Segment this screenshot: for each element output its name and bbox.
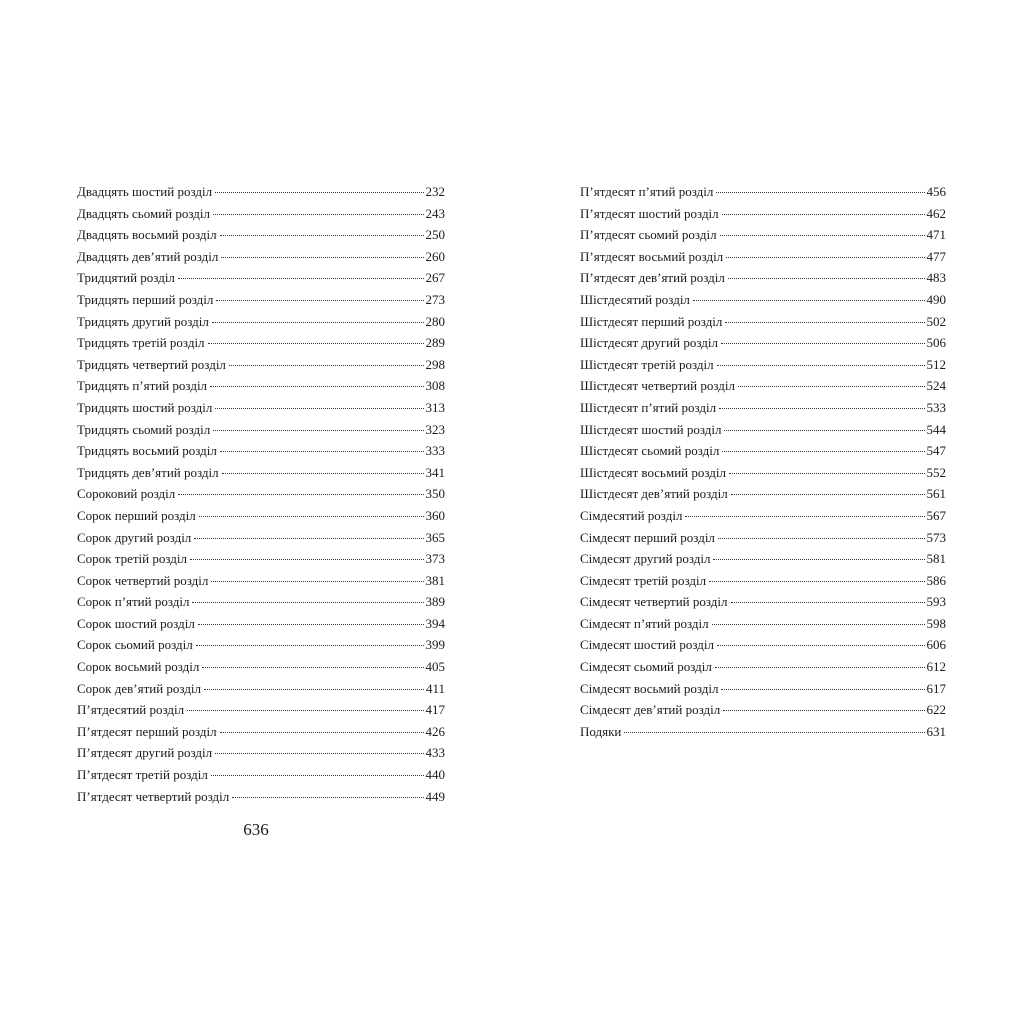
toc-entry-title: П’ятдесят п’ятий розділ	[580, 184, 714, 199]
toc-entry-title: Сімдесят третій розділ	[580, 572, 707, 588]
toc-entry-title: Тридцять четвертий розділ	[77, 356, 226, 372]
toc-entry	[580, 462, 946, 484]
toc-entry	[77, 742, 445, 764]
dot-leader	[178, 270, 424, 279]
toc-entry-page: 552	[926, 464, 946, 480]
toc-entry-title: Сорок перший розділ	[77, 507, 196, 523]
dot-leader	[202, 659, 423, 668]
toc-entry-page: 612	[926, 659, 946, 675]
toc-entry	[77, 203, 445, 225]
toc-entry-page: 313	[425, 399, 445, 415]
toc-entry	[580, 483, 946, 505]
toc-entry-page: 456	[926, 184, 946, 199]
toc-entry	[580, 289, 946, 311]
toc-entry-title: П’ятдесят сьомий розділ	[580, 227, 717, 243]
toc-entry	[580, 419, 946, 441]
dot-leader	[194, 530, 423, 539]
toc-entry-title: Двадцять сьомий розділ	[77, 205, 210, 221]
dot-leader	[685, 508, 924, 517]
toc-entry	[580, 181, 946, 203]
toc-entry-title: Сороковий розділ	[77, 486, 176, 502]
toc-entry	[77, 397, 445, 419]
toc-entry-page: 561	[926, 486, 946, 502]
toc-entry-title: Сорок четвертий розділ	[77, 572, 209, 588]
toc-entry-page: 298	[425, 356, 445, 372]
toc-entry-title: Двадцять восьмий розділ	[77, 227, 217, 243]
toc-entry-title: П’ятдесят дев’ятий розділ	[580, 270, 725, 286]
dot-leader	[215, 400, 423, 409]
toc-entry-title: Тридцять третій розділ	[77, 335, 205, 351]
toc-entry	[77, 699, 445, 721]
toc-entry-title: Сімдесят другий розділ	[580, 551, 711, 567]
toc-entry	[77, 786, 445, 808]
toc-entry-page: 341	[425, 464, 445, 480]
dot-leader	[196, 637, 424, 646]
dot-leader	[220, 443, 424, 452]
toc-entry-title: Шістдесят другий розділ	[580, 335, 718, 351]
dot-leader	[210, 378, 423, 387]
toc-left-column	[77, 181, 445, 807]
dot-leader	[738, 378, 924, 387]
toc-entry-page: 405	[425, 659, 445, 675]
dot-leader	[722, 443, 924, 452]
toc-entry	[77, 527, 445, 549]
toc-entry-page: 617	[926, 680, 946, 696]
toc-entry	[77, 267, 445, 289]
dot-leader	[712, 616, 925, 625]
dot-leader	[212, 314, 424, 323]
toc-entry-page: 490	[926, 291, 946, 307]
dot-leader	[717, 637, 925, 646]
toc-entry	[77, 375, 445, 397]
toc-entry-title: Тридцять шостий розділ	[77, 399, 213, 415]
toc-entry	[77, 656, 445, 678]
dot-leader	[715, 659, 925, 668]
toc-entry	[580, 527, 946, 549]
dot-leader	[192, 594, 423, 603]
toc-entry-title: П’ятдесят третій розділ	[77, 767, 208, 783]
page-number: 636	[243, 820, 269, 839]
toc-entry-title: Сімдесят сьомий розділ	[580, 659, 712, 675]
toc-entry-title: Сорок дев’ятий розділ	[77, 680, 202, 696]
dot-leader	[211, 573, 423, 582]
toc-entry-title: Сімдесят перший розділ	[580, 529, 715, 545]
toc-entry-page: 593	[926, 594, 946, 610]
toc-entry-page: 477	[926, 248, 946, 264]
dot-leader	[215, 184, 423, 193]
toc-entry-page: 289	[425, 335, 445, 351]
toc-entry-page: 350	[425, 486, 445, 502]
toc-entry	[580, 354, 946, 376]
toc-entry-page: 524	[926, 378, 946, 394]
toc-entry-title: Сімдесят дев’ятий розділ	[580, 702, 721, 718]
toc-entry	[580, 246, 946, 268]
toc-entry-title: П’ятдесят перший розділ	[77, 723, 217, 739]
toc-entry	[77, 634, 445, 656]
toc-entry-title: Подяки	[580, 723, 622, 739]
toc-entry-title: Сімдесят восьмий розділ	[580, 680, 719, 696]
dot-leader	[693, 292, 925, 301]
toc-entry-page: 360	[425, 507, 445, 523]
dot-leader	[724, 422, 924, 431]
dot-leader	[211, 767, 424, 776]
toc-entry-title: П’ятдесят другий розділ	[77, 745, 213, 761]
toc-entry	[580, 678, 946, 700]
toc-entry-page: 506	[926, 335, 946, 351]
dot-leader	[718, 530, 925, 539]
toc-entry-page: 273	[425, 291, 445, 307]
toc-entry	[580, 505, 946, 527]
toc-entry-title: П’ятдесят четвертий розділ	[77, 788, 230, 804]
dot-leader	[719, 400, 924, 409]
toc-entry-title: Шістдесят третій розділ	[580, 356, 714, 372]
toc-entry-title: Сімдесят шостий розділ	[580, 637, 714, 653]
toc-entry-title: Шістдесят четвертий розділ	[580, 378, 736, 394]
dot-leader	[213, 422, 423, 431]
toc-entry	[580, 613, 946, 635]
toc-entry	[580, 332, 946, 354]
toc-entry-page: 323	[425, 421, 445, 437]
dot-leader	[178, 486, 423, 495]
toc-entry	[580, 440, 946, 462]
toc-entry-title: П’ятдесят шостий розділ	[580, 205, 719, 221]
toc-entry	[580, 699, 946, 721]
dot-leader	[721, 681, 924, 690]
toc-entry	[77, 591, 445, 613]
toc-entry	[580, 267, 946, 289]
dot-leader	[720, 227, 925, 236]
toc-entry-title: Шістдесят перший розділ	[580, 313, 723, 329]
toc-entry-page: 533	[926, 399, 946, 415]
toc-entry	[77, 419, 445, 441]
toc-entry	[77, 505, 445, 527]
dot-leader	[204, 681, 424, 690]
toc-entry-page: 394	[425, 615, 445, 631]
toc-entry-page: 502	[926, 313, 946, 329]
toc-entry	[580, 375, 946, 397]
dot-leader	[229, 357, 424, 366]
toc-entry	[580, 548, 946, 570]
toc-entry-title: Сорок другий розділ	[77, 529, 192, 545]
toc-entry	[77, 678, 445, 700]
toc-entry-title: Сорок восьмий розділ	[77, 659, 200, 675]
toc-entry-title: Шістдесят дев’ятий розділ	[580, 486, 728, 502]
toc-entry-page: 399	[425, 637, 445, 653]
toc-entry	[77, 613, 445, 635]
toc-entry-page: 462	[926, 205, 946, 221]
toc-entry-page: 544	[926, 421, 946, 437]
toc-entry	[580, 224, 946, 246]
toc-entry-title: Шістдесят шостий розділ	[580, 421, 722, 437]
toc-entry-page: 260	[425, 248, 445, 264]
toc-entry	[77, 462, 445, 484]
toc-entry	[77, 246, 445, 268]
dot-leader	[722, 206, 925, 215]
toc-entry-title: Тридцять восьмий розділ	[77, 443, 217, 459]
dot-leader	[728, 270, 925, 279]
dot-leader	[208, 335, 424, 344]
dot-leader	[731, 594, 925, 603]
toc-entry-title: Сімдесятий розділ	[580, 507, 683, 523]
toc-entry	[77, 354, 445, 376]
toc-entry-title: Двадцять шостий розділ	[77, 184, 213, 199]
dot-leader	[215, 745, 423, 754]
toc-entry-title: Сімдесят п’ятий розділ	[580, 615, 709, 631]
toc-entry-title: Тридцять дев’ятий розділ	[77, 464, 219, 480]
toc-entry-page: 433	[425, 745, 445, 761]
toc-entry-page: 567	[926, 507, 946, 523]
toc-entry	[77, 440, 445, 462]
toc-entry-page: 381	[425, 572, 445, 588]
toc-entry	[77, 548, 445, 570]
toc-entry-page: 232	[425, 184, 445, 199]
toc-entry	[580, 721, 946, 743]
toc-right-column	[580, 181, 946, 742]
toc-entry-page: 547	[926, 443, 946, 459]
toc-entry-page: 440	[425, 767, 445, 783]
toc-entry-title: Тридцятий розділ	[77, 270, 175, 286]
toc-entry-page: 598	[926, 615, 946, 631]
toc-entry-page: 243	[425, 205, 445, 221]
toc-entry-title: Двадцять дев’ятий розділ	[77, 248, 219, 264]
dot-leader	[220, 724, 424, 733]
dot-leader	[221, 249, 423, 258]
toc-entry-title: Тридцять другий розділ	[77, 313, 209, 329]
toc-entry-page: 308	[425, 378, 445, 394]
dot-leader	[213, 206, 424, 215]
toc-entry-title: Шістдесятий розділ	[580, 291, 690, 307]
dot-leader	[726, 249, 924, 258]
dot-leader	[729, 465, 925, 474]
dot-leader	[232, 789, 423, 798]
toc-entry-title: Сорок сьомий розділ	[77, 637, 193, 653]
toc-entry-title: П’ятдесятий розділ	[77, 702, 185, 718]
toc-entry-page: 586	[926, 572, 946, 588]
dot-leader	[721, 335, 925, 344]
toc-entry-title: Сорок п’ятий розділ	[77, 594, 190, 610]
toc-entry-title: Сімдесят четвертий розділ	[580, 594, 728, 610]
toc-entry-page: 426	[425, 723, 445, 739]
toc-entry-title: Шістдесят восьмий розділ	[580, 464, 726, 480]
toc-entry	[77, 764, 445, 786]
dot-leader	[624, 724, 924, 733]
dot-leader	[198, 616, 424, 625]
dot-leader	[199, 508, 424, 517]
dot-leader	[725, 314, 924, 323]
toc-entry	[580, 311, 946, 333]
toc-entry-page: 417	[425, 702, 445, 718]
toc-entry-title: Сорок шостий розділ	[77, 615, 195, 631]
toc-entry-title: Шістдесят п’ятий розділ	[580, 399, 717, 415]
toc-entry-page: 581	[926, 551, 946, 567]
dot-leader	[716, 184, 924, 193]
dot-leader	[220, 227, 424, 236]
toc-entry	[77, 181, 445, 203]
toc-entry-page: 333	[425, 443, 445, 459]
toc-entry-title: Шістдесят сьомий розділ	[580, 443, 720, 459]
toc-entry-title: Тридцять перший розділ	[77, 291, 214, 307]
toc-entry	[77, 224, 445, 246]
toc-entry-title: Сорок третій розділ	[77, 551, 187, 567]
toc-entry-page: 631	[926, 723, 946, 739]
toc-entry-page: 483	[926, 270, 946, 286]
toc-entry-page: 606	[926, 637, 946, 653]
toc-entry	[77, 483, 445, 505]
toc-entry-title: П’ятдесят восьмий розділ	[580, 248, 724, 264]
toc-entry-page: 280	[425, 313, 445, 329]
toc-entry	[77, 289, 445, 311]
toc-entry-page: 411	[425, 680, 445, 696]
toc-entry-page: 365	[425, 529, 445, 545]
toc-entry-title: Тридцять п’ятий розділ	[77, 378, 208, 394]
toc-entry-page: 389	[425, 594, 445, 610]
toc-entry	[580, 634, 946, 656]
toc-entry	[77, 311, 445, 333]
dot-leader	[216, 292, 423, 301]
toc-entry-page: 449	[425, 788, 445, 804]
toc-entry	[580, 203, 946, 225]
toc-entry-page: 267	[425, 270, 445, 286]
dot-leader	[190, 551, 424, 560]
toc-entry-page: 512	[926, 356, 946, 372]
dot-leader	[717, 357, 925, 366]
dot-leader	[187, 702, 423, 711]
toc-entry	[77, 721, 445, 743]
toc-entry-page: 573	[926, 529, 946, 545]
dot-leader	[709, 573, 924, 582]
toc-entry-page: 250	[425, 227, 445, 243]
toc-entry-page: 471	[926, 227, 946, 243]
toc-entry	[77, 332, 445, 354]
toc-entry	[580, 591, 946, 613]
toc-entry-page: 622	[926, 702, 946, 718]
dot-leader	[731, 486, 925, 495]
toc-entry-page: 373	[425, 551, 445, 567]
toc-entry-title: Тридцять сьомий розділ	[77, 421, 211, 437]
toc-entry	[580, 570, 946, 592]
dot-leader	[723, 702, 924, 711]
toc-entry	[580, 656, 946, 678]
toc-entry	[580, 397, 946, 419]
dot-leader	[713, 551, 924, 560]
toc-entry	[77, 570, 445, 592]
dot-leader	[222, 465, 424, 474]
